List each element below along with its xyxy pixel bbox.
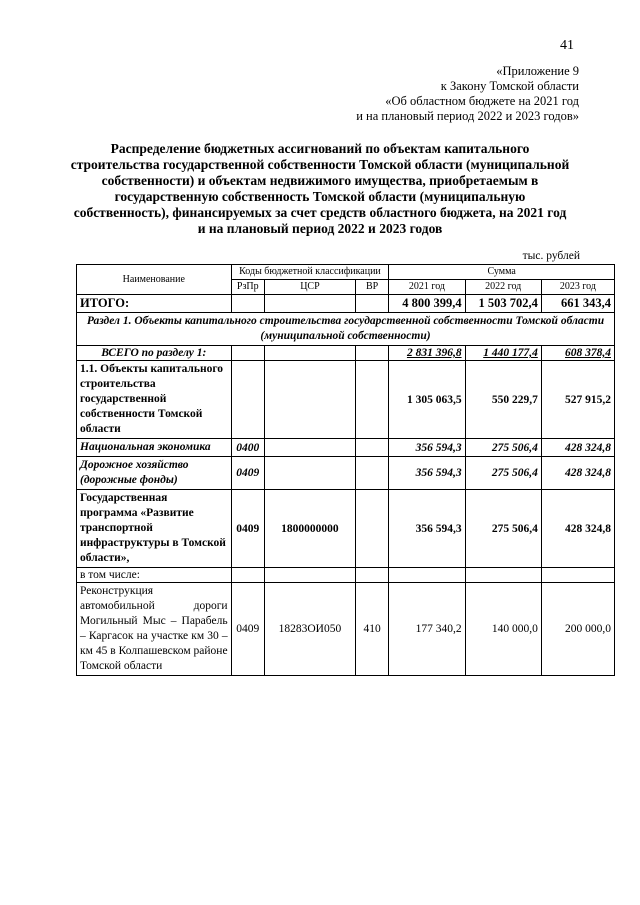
economy-2023: 428 324,8 bbox=[541, 439, 614, 457]
appendix-line: «Об областном бюджете на 2021 год bbox=[385, 94, 579, 108]
project-2022: 140 000,0 bbox=[465, 583, 541, 676]
project-row bbox=[77, 583, 615, 676]
section-title: Раздел 1. Объекты капитального строительства государственной собственности Томской области (муниципальной собственности) bbox=[77, 313, 615, 346]
group-2021: 1 305 063,5 bbox=[389, 361, 465, 439]
units-label: тыс. рублей bbox=[522, 250, 580, 262]
economy-label: Национальная экономика bbox=[77, 439, 232, 457]
program-rzpr: 0409 bbox=[231, 490, 264, 568]
group-label: 1.1. Объекты капитального строительства государственной собственности Томской области bbox=[77, 361, 232, 439]
roads-label: Дорожное хозяйство (дорожные фонды) bbox=[77, 457, 232, 490]
economy-2022: 275 506,4 bbox=[465, 439, 541, 457]
appendix-line: «Приложение 9 bbox=[496, 64, 579, 78]
total-row bbox=[77, 295, 615, 313]
project-2023: 200 000,0 bbox=[541, 583, 614, 676]
economy-rzpr: 0400 bbox=[231, 439, 264, 457]
header-sum: Сумма bbox=[389, 265, 615, 280]
section-total-label: ВСЕГО по разделу 1: bbox=[77, 346, 232, 361]
header-vr: ВР bbox=[355, 280, 388, 295]
roads-row bbox=[77, 457, 615, 490]
section-total-2021: 2 831 396,8 bbox=[389, 346, 465, 361]
project-csr: 18283ОИ050 bbox=[265, 583, 356, 676]
economy-2021: 356 594,3 bbox=[389, 439, 465, 457]
section-total-2022: 1 440 177,4 bbox=[465, 346, 541, 361]
header-codes: Коды бюджетной классификации bbox=[231, 265, 389, 280]
roads-2023: 428 324,8 bbox=[541, 457, 614, 490]
header-csr: ЦСР bbox=[265, 280, 356, 295]
total-2022: 1 503 702,4 bbox=[465, 295, 541, 313]
including-label: в том числе: bbox=[77, 568, 232, 583]
header-rzpr: РзПр bbox=[231, 280, 264, 295]
group-row bbox=[77, 361, 615, 439]
total-2023: 661 343,4 bbox=[541, 295, 614, 313]
roads-2021: 356 594,3 bbox=[389, 457, 465, 490]
roads-rzpr: 0409 bbox=[231, 457, 264, 490]
appendix-reference bbox=[356, 64, 579, 124]
total-label: ИТОГО: bbox=[77, 295, 232, 313]
page-number: 41 bbox=[560, 38, 574, 53]
project-label: Реконструкция автомобильной дороги Могильный Мыс – Парабель – Каргасок на участке км 30 – км 45 в Колпашевском районе Томской области bbox=[77, 583, 232, 676]
appendix-line: к Закону Томской области bbox=[440, 79, 579, 93]
economy-row bbox=[77, 439, 615, 457]
program-label: Государственная программа «Развитие транспортной инфраструктуры в Томской области», bbox=[77, 490, 232, 568]
header-name: Наименование bbox=[77, 265, 232, 295]
project-vr: 410 bbox=[355, 583, 388, 676]
header-2023: 2023 год bbox=[541, 280, 614, 295]
program-2021: 356 594,3 bbox=[389, 490, 465, 568]
section-total-row bbox=[77, 346, 615, 361]
section-row bbox=[77, 313, 615, 346]
budget-table bbox=[76, 264, 615, 676]
header-row bbox=[77, 265, 615, 280]
including-row bbox=[77, 568, 615, 583]
program-2022: 275 506,4 bbox=[465, 490, 541, 568]
program-row bbox=[77, 490, 615, 568]
header-2021: 2021 год bbox=[389, 280, 465, 295]
project-rzpr: 0409 bbox=[231, 583, 264, 676]
project-2021: 177 340,2 bbox=[389, 583, 465, 676]
appendix-line: и на плановый период 2022 и 2023 годов» bbox=[356, 109, 579, 123]
program-2023: 428 324,8 bbox=[541, 490, 614, 568]
total-2021: 4 800 399,4 bbox=[389, 295, 465, 313]
program-csr: 1800000000 bbox=[265, 490, 356, 568]
header-2022: 2022 год bbox=[465, 280, 541, 295]
group-2022: 550 229,7 bbox=[465, 361, 541, 439]
section-total-2023: 608 378,4 bbox=[541, 346, 614, 361]
roads-2022: 275 506,4 bbox=[465, 457, 541, 490]
document-title: Распределение бюджетных ассигнований по объектам капитального строительства государственной собственности Томской области (муниципальной собственности) и объектам недвижимого имущества, приобретаемым в государственную собственность Томской области (муниципальную собственность), финансируемых за счет средств областного бюджета, на 2021 год и на плановый период 2022 и 2023 годов bbox=[70, 141, 570, 236]
group-2023: 527 915,2 bbox=[541, 361, 614, 439]
